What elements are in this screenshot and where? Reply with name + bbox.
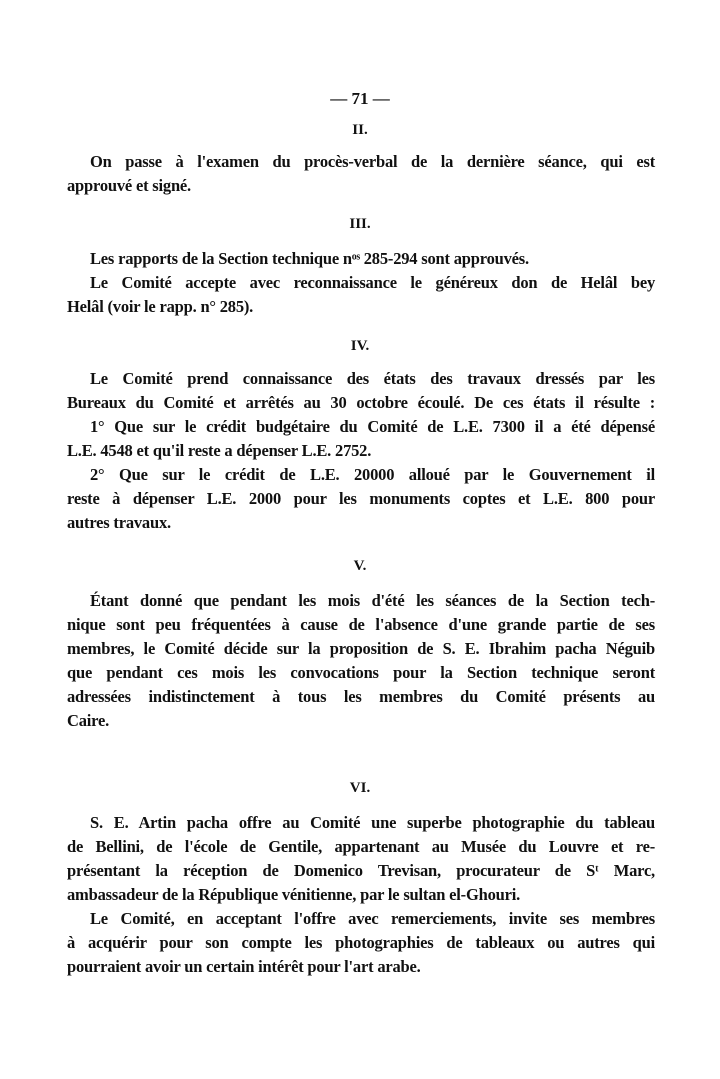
text-line: que pendant ces mois les convocations pour la Section technique seront (67, 663, 655, 682)
text-line: Le Comité accepte avec reconnaissance le généreux don de Helâl bey (90, 273, 655, 292)
page-number: — 71 — (330, 89, 390, 108)
text-line: adressées indistinctement à tous les membres du Comité présents au (67, 687, 655, 706)
section-heading: III. (349, 216, 371, 232)
text-line: présentant la réception de Domenico Trevisan, procurateur de Sᵗ Marc, (67, 861, 655, 880)
text-line: L.E. 4548 et qu'il reste a dépenser L.E. 2752. (67, 441, 372, 460)
text-line: reste à dépenser L.E. 2000 pour les monuments coptes et L.E. 800 pour (67, 489, 655, 508)
text-line: membres, le Comité décide sur la proposition de S. E. Ibrahim pacha Néguib (67, 639, 655, 658)
text-line: autres travaux. (67, 513, 171, 532)
text-line: ambassadeur de la République vénitienne, par le sultan el-Ghouri. (67, 885, 521, 904)
section-heading: II. (352, 122, 368, 138)
text-line: 2° Que sur le crédit de L.E. 20000 alloué par le Gouvernement il (90, 465, 655, 484)
text-line: Caire. (67, 711, 110, 730)
text-line: Le Comité, en acceptant l'offre avec remerciements, invite ses membres (90, 909, 655, 928)
text-line: approuvé et signé. (67, 176, 191, 195)
text-line: Étant donné que pendant les mois d'été les séances de la Section tech- (90, 591, 655, 610)
text-line: à acquérir pour son compte les photographies de tableaux ou autres qui (67, 933, 655, 952)
text-line: S. E. Artin pacha offre au Comité une superbe photographie du tableau (90, 813, 655, 832)
text-line: nique sont peu fréquentées à cause de l'absence d'une grande partie de ses (67, 615, 655, 634)
text-line: 1° Que sur le crédit budgétaire du Comité de L.E. 7300 il a été dépensé (90, 417, 655, 436)
text-line: de Bellini, de l'école de Gentile, appartenant au Musée du Louvre et re- (67, 837, 655, 856)
section-heading: VI. (349, 780, 371, 796)
section-heading: IV. (350, 338, 370, 354)
text-line: Le Comité prend connaissance des états des travaux dressés par les (90, 369, 655, 388)
text-line: pourraient avoir un certain intérêt pour l'art arabe. (67, 957, 421, 976)
section-heading: V. (353, 558, 367, 574)
text-line: Les rapports de la Section technique nᵒˢ 285-294 sont approuvés. (90, 249, 529, 268)
text-line: On passe à l'examen du procès-verbal de la dernière séance, qui est (90, 152, 655, 171)
text-line: Bureaux du Comité et arrêtés au 30 octobre écoulé. De ces états il résulte : (67, 393, 655, 412)
text-line: Helâl (voir le rapp. n° 285). (67, 297, 254, 316)
